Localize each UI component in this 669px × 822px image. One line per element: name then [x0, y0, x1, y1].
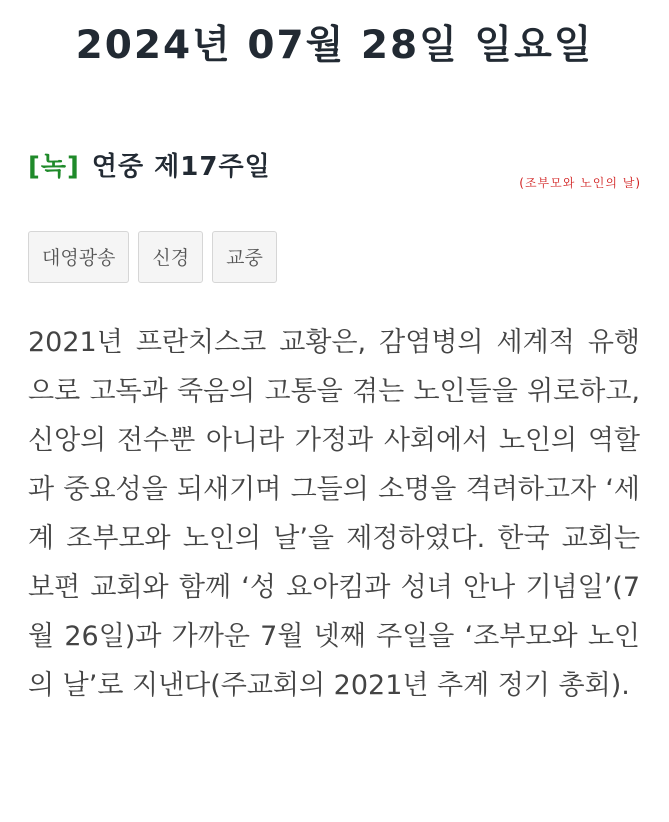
- tab-creed[interactable]: 신경: [138, 231, 203, 283]
- special-day-label: (조부모와 노인의 날): [519, 176, 641, 190]
- introduction-paragraph: 2021년 프란치스코 교황은, 감염병의 세계적 유행으로 고독과 죽음의 고통을 겪는 노인들을 위로하고, 신앙의 전수뿐 아니라 가정과 사회에서 노인의 역할과 중요성을 되새기며 그들의 소명을 격려하고자 ‘세계 조부모와 노인의 날’을 제정하였다. 한국 교회는 보편 교회와 함께 ‘성 요아킴과 성녀 안나 기념일’(7월 26일)과 가까운 7월 넷째 주일을 ‘조부모와 노인의 날’로 지낸다(주교회의 2021년 추계 정기 총회).: [28, 327, 640, 701]
- liturgy-heading: [28, 146, 271, 183]
- tab-gloria[interactable]: 대영광송: [28, 231, 129, 283]
- prayer-tabs: [28, 231, 277, 283]
- page-title: 2024년 07월 28일 일요일: [75, 23, 594, 68]
- liturgy-day-name: 연중 제17주일: [91, 152, 271, 182]
- tab-prayers-of-the-faithful[interactable]: 교중: [212, 231, 277, 283]
- liturgical-color-tag: [녹]: [28, 152, 80, 182]
